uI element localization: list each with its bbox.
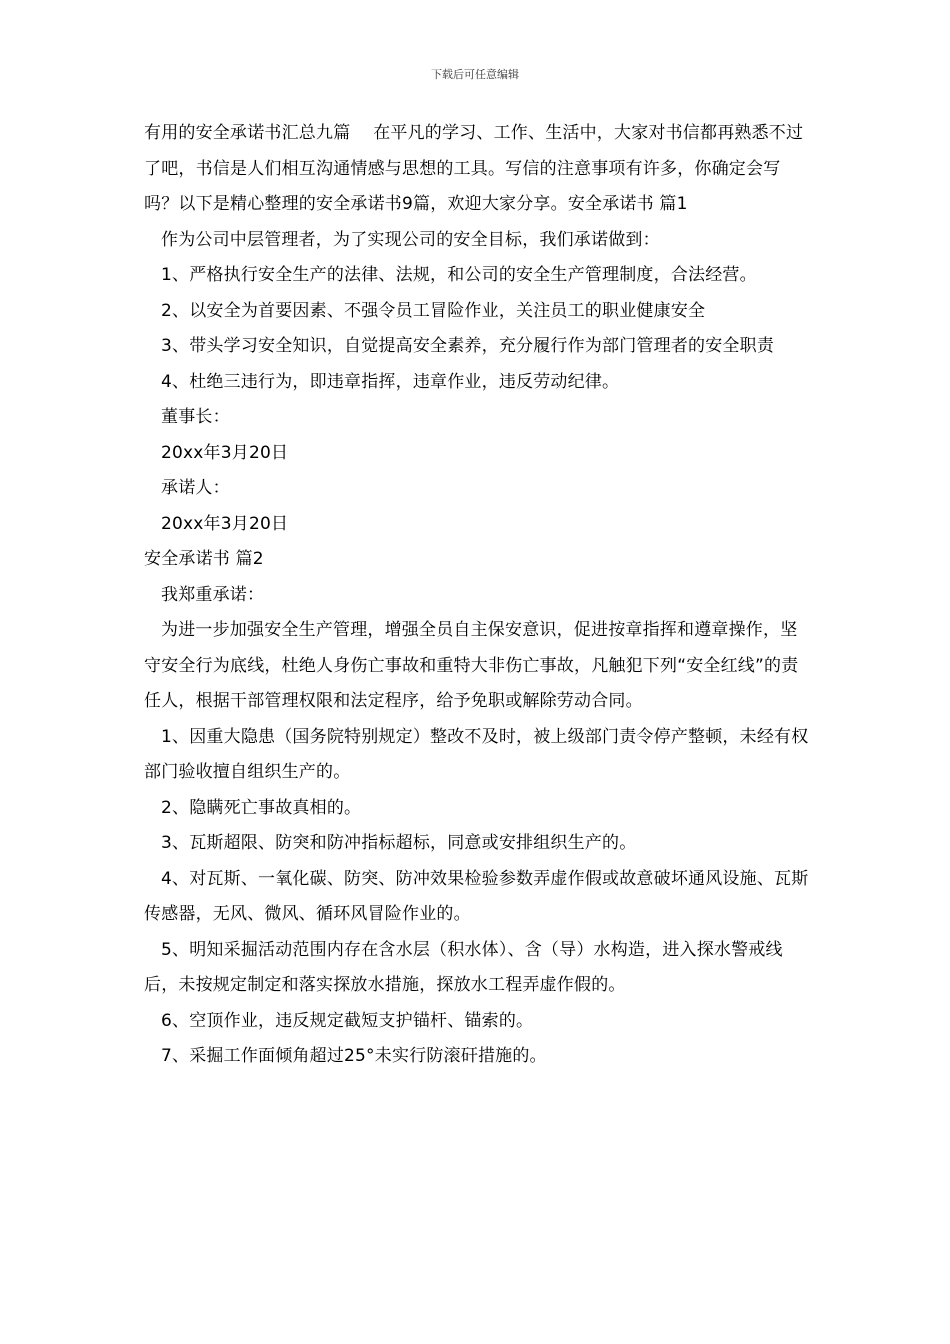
paragraph: 1、因重大隐患（国务院特别规定）整改不及时，被上级部门责令停产整顿，未经有权部门验收擅自组织生产的。 <box>144 726 809 782</box>
paragraph: 有用的安全承诺书汇总九篇 在平凡的学习、工作、生活中，大家对书信都再熟悉不过了吧，书信是人们相互沟通情感与思想的工具。写信的注意事项有许多，你确定会写吗？以下是精心整理的安全承诺书9篇，欢迎大家分享。安全承诺书 篇1 <box>144 123 804 214</box>
paragraph: 我郑重承诺： <box>161 584 265 605</box>
paragraph: 2、以安全为首要因素、不强令员工冒险作业，关注员工的职业健康安全 <box>161 300 706 321</box>
paragraph: 为进一步加强安全生产管理，增强全员自主保安意识，促进按章指挥和遵章操作，坚守安全行为底线，杜绝人身伤亡事故和重特大非伤亡事故，凡触犯下列“安全红线”的责任人，根据干部管理权限和法定程序，给予免职或解除劳动合同。 <box>144 620 799 711</box>
paragraph: 20xx年3月20日 <box>161 442 289 463</box>
paragraph: 4、杜绝三违行为，即违章指挥，违章作业，违反劳动纪律。 <box>161 371 620 392</box>
document-body <box>144 116 814 1075</box>
paragraph: 2、隐瞒死亡事故真相的。 <box>161 797 362 818</box>
page-header: 下载后可任意编辑 <box>431 68 519 81</box>
paragraph: 1、严格执行安全生产的法律、法规，和公司的安全生产管理制度，合法经营。 <box>161 265 757 285</box>
paragraph: 3、带头学习安全知识，自觉提高安全素养，充分履行作为部门管理者的安全职责 <box>161 336 775 356</box>
paragraph: 6、空顶作业，违反规定截短支护锚杆、锚索的。 <box>161 1010 534 1031</box>
paragraph: 4、对瓦斯、一氧化碳、防突、防冲效果检验参数弄虚作假或故意破坏通风设施、瓦斯传感器，无风、微风、循环风冒险作业的。 <box>144 868 809 924</box>
paragraph: 5、明知采掘活动范围内存在含水层（积水体）、含（导）水构造，进入探水警戒线后，未按规定制定和落实探放水措施，探放水工程弄虚作假的。 <box>144 939 783 995</box>
paragraph: 20xx年3月20日 <box>161 513 289 534</box>
paragraph: 作为公司中层管理者，为了实现公司的安全目标，我们承诺做到： <box>161 229 660 250</box>
paragraph: 董事长： <box>161 407 230 427</box>
section-heading: 安全承诺书 篇2 <box>144 549 264 569</box>
paragraph: 3、瓦斯超限、防突和防冲指标超标，同意或安排组织生产的。 <box>161 833 637 853</box>
paragraph: 承诺人： <box>161 478 230 498</box>
paragraph: 7、采掘工作面倾角超过25°未实行防滚矸措施的。 <box>161 1046 547 1066</box>
